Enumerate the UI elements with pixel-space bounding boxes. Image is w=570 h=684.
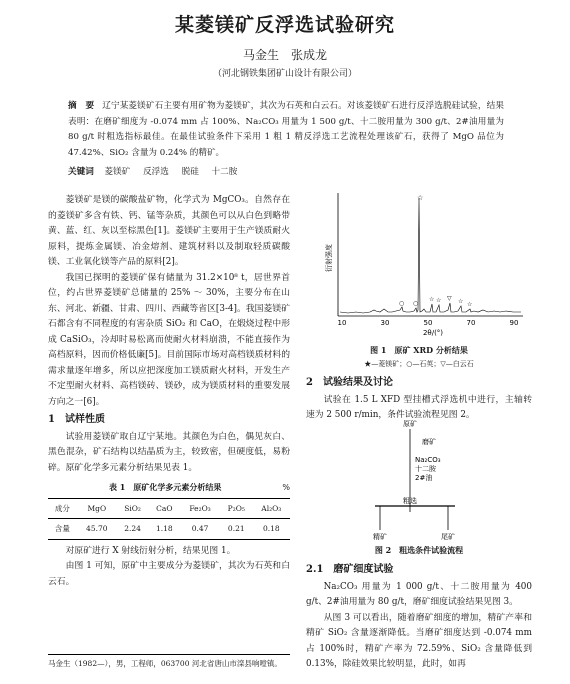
keyword: 反浮选 xyxy=(143,167,169,177)
table-header: SiO₂ xyxy=(124,503,141,513)
paragraph: Na₂CO₃ 用量为 1 000 g/t、十二胺用量为 400 g/t、2#油用量为 80 g/t，磨矿细度试验结果见图 3。 xyxy=(306,581,532,607)
table-cell: 1.18 xyxy=(156,524,173,533)
section-heading: 2 试验结果及讨论 xyxy=(306,377,393,388)
table-cell: 45.70 xyxy=(86,524,108,533)
affiliation: （河北钢铁集团矿山设计有限公司） xyxy=(212,69,357,79)
figure1-caption: 图 1 原矿 XRD 分析结果 xyxy=(370,345,468,355)
keywords-label: 关键词 xyxy=(68,167,94,177)
table-header: Fe₂O₃ xyxy=(189,503,211,513)
authors: 马金生 张成龙 xyxy=(242,48,327,62)
table-header: MgO xyxy=(87,503,107,513)
xrd-xlabel: 2θ/(°) xyxy=(422,329,444,337)
flow-output-concentrate: 精矿 xyxy=(373,533,387,541)
xrd-figure xyxy=(318,188,528,338)
flow-reagent: 十二胺 xyxy=(415,465,436,473)
keyword: 十二胺 xyxy=(211,167,238,177)
magnesite-peak-icon: ☆ xyxy=(417,194,424,202)
xrd-xtick: 50 xyxy=(423,319,433,327)
flow-step-label: 磨矿 xyxy=(422,438,436,446)
table-cell: 含量 xyxy=(54,524,70,533)
flow-input-label: 原矿 xyxy=(403,420,417,428)
table-cell: 0.21 xyxy=(227,524,245,533)
abstract xyxy=(68,99,504,161)
table-header: 成分 xyxy=(54,503,70,513)
quartz-peak-icon: ○ xyxy=(413,300,419,307)
flow-reagent: Na₂CO₃ xyxy=(415,456,441,464)
table-header-row xyxy=(48,498,290,519)
abstract-label: 摘 要 xyxy=(68,101,95,111)
flow-output-tailings: 尾矿 xyxy=(441,533,455,541)
magnesite-peak-icon: ☆ xyxy=(458,298,464,305)
paragraph: 试验在 1.5 L XFD 型挂槽式浮选机中进行，主轴转速为 2 500 r/min，条件试验流程见图 2。 xyxy=(306,394,532,420)
abstract-text: 辽宁某菱镁矿石主要有用矿物为菱镁矿，其次为石英和白云石。对该菱镁矿石进行反浮选脱硅试验，结果表明：在磨矿细度为 -0.074 mm 占 100%、Na₂CO₃ 用量为 1 500 g/t、十二胺用量为 300 g/t、2#油用量为 80 g/t 时粗选指标最佳。在最佳试验条件下采用 1 粗 1 精反浮选工艺流程处理该矿石，获得了 MgO 品位为 47.42%、SiO₂ 含量为 0.24% 的精矿。 xyxy=(68,101,504,158)
right-column-bottom xyxy=(306,560,532,673)
paragraph: 试验用菱镁矿取自辽宁某地。其颜色为白色，偶见灰白、黑色混杂，矿石结构以结晶质为主，较致密，但硬度低，易粉碎。原矿化学多元素分析结果见表 1。 xyxy=(48,431,290,473)
xrd-xtick: 30 xyxy=(380,319,390,327)
table-cell: 0.47 xyxy=(191,524,209,533)
paragraph: 我国已探明的菱镁矿保有储量为 31.2×10⁸ t，居世界首位，约占世界菱镁矿总储量的 25% ～ 30%，主要分布在山东、河北、新疆、甘肃、四川、西藏等省区[3-4]。我国菱镁矿石都含有不同程度的有害杂质 SiO₂ 和 CaO，在煅烧过程中形成 CaSiO₃，冷却时易松离而使耐火材料崩溃，不能直接作为高档原料，因而价格低廉[5]。目前国际市场对高档镁质材料的需求量逐年增多，所以应把深度加工镁质耐火材料，开发生产不定型耐火材料、高档镁砖、镁砂，成为镁质材料的重要发展方向之一[6]。 xyxy=(48,272,290,407)
paragraph: 从图 3 可以看出，随着磨矿细度的增加，精矿产率和精矿 SiO₂ 含量逐渐降低。当磨矿细度达到 -0.074 mm 占 100%时，精矿产率为 72.59%、SiO₂ 含量降低到 0.13%，除硅效果比较明显，此时，如再 xyxy=(306,612,532,669)
section-heading: 1 试样性质 xyxy=(48,414,105,425)
table-cell: 2.24 xyxy=(124,524,141,533)
paper-title: 某菱镁矿反浮选试验研究 xyxy=(174,14,395,36)
magnesite-peak-icon: ☆ xyxy=(429,296,435,303)
figure1-legend: ★—菱镁矿；○—石英；▽—白云石 xyxy=(364,360,474,368)
figure2-caption: 图 2 粗选条件试验流程 xyxy=(374,545,464,555)
xrd-xtick: 70 xyxy=(466,319,476,327)
table-header: Al₂O₃ xyxy=(261,503,282,513)
table-row xyxy=(48,519,290,540)
right-column-top xyxy=(306,373,532,424)
table-unit: % xyxy=(282,483,290,492)
paragraph: 菱镁矿是镁的碳酸盐矿物，化学式为 MgCO₃。自然存在的菱镁矿多含有铁、钙、锰等杂质，其颜色可以从白色到略带黄、蓝、红、灰以至棕黑色[1]。菱镁矿主要用于生产镁质耐火原料，提炼金属镁、冶金熔剂、建筑材料以及制取轻质碳酸镁、工业氧化镁等产品的原料[2]。 xyxy=(48,195,290,267)
flow-process-label: 粗选 xyxy=(403,497,417,505)
table-cell: 0.18 xyxy=(262,524,280,533)
footnote: 马金生（1982—），男，工程师，063700 河北省唐山市滦县响嘡镇。 xyxy=(48,654,290,669)
keyword: 脱硅 xyxy=(181,167,199,177)
paragraph: 由图 1 可知，原矿中主要成分为菱镁矿，其次为石英和白云石。 xyxy=(48,561,290,587)
xrd-xtick: 10 xyxy=(337,319,347,327)
table-caption-text: 表 1 原矿化学多元素分析结果 xyxy=(109,482,222,492)
magnesite-peak-icon: ☆ xyxy=(436,297,442,304)
paragraph: 对原矿进行 X 射线衍射分析，结果见图 1。 xyxy=(65,545,236,556)
dolomite-peak-icon: ▽ xyxy=(447,295,452,302)
left-column xyxy=(48,193,290,590)
keywords xyxy=(68,165,504,179)
keyword: 菱镁矿 xyxy=(104,167,131,177)
table-header: CaO xyxy=(156,503,173,513)
table-caption xyxy=(48,480,290,496)
xrd-ylabel: 衍射强度 xyxy=(325,244,333,272)
table-header: P₂O₅ xyxy=(227,503,245,513)
section-heading: 2.1 磨矿细度试验 xyxy=(306,564,394,575)
flowsheet-figure xyxy=(360,418,490,542)
flow-reagent: 2#油 xyxy=(415,474,433,482)
xrd-xtick: 90 xyxy=(509,319,519,327)
magnesite-peak-icon: ☆ xyxy=(467,301,473,308)
quartz-peak-icon: ○ xyxy=(399,300,405,307)
composition-table xyxy=(48,498,290,540)
